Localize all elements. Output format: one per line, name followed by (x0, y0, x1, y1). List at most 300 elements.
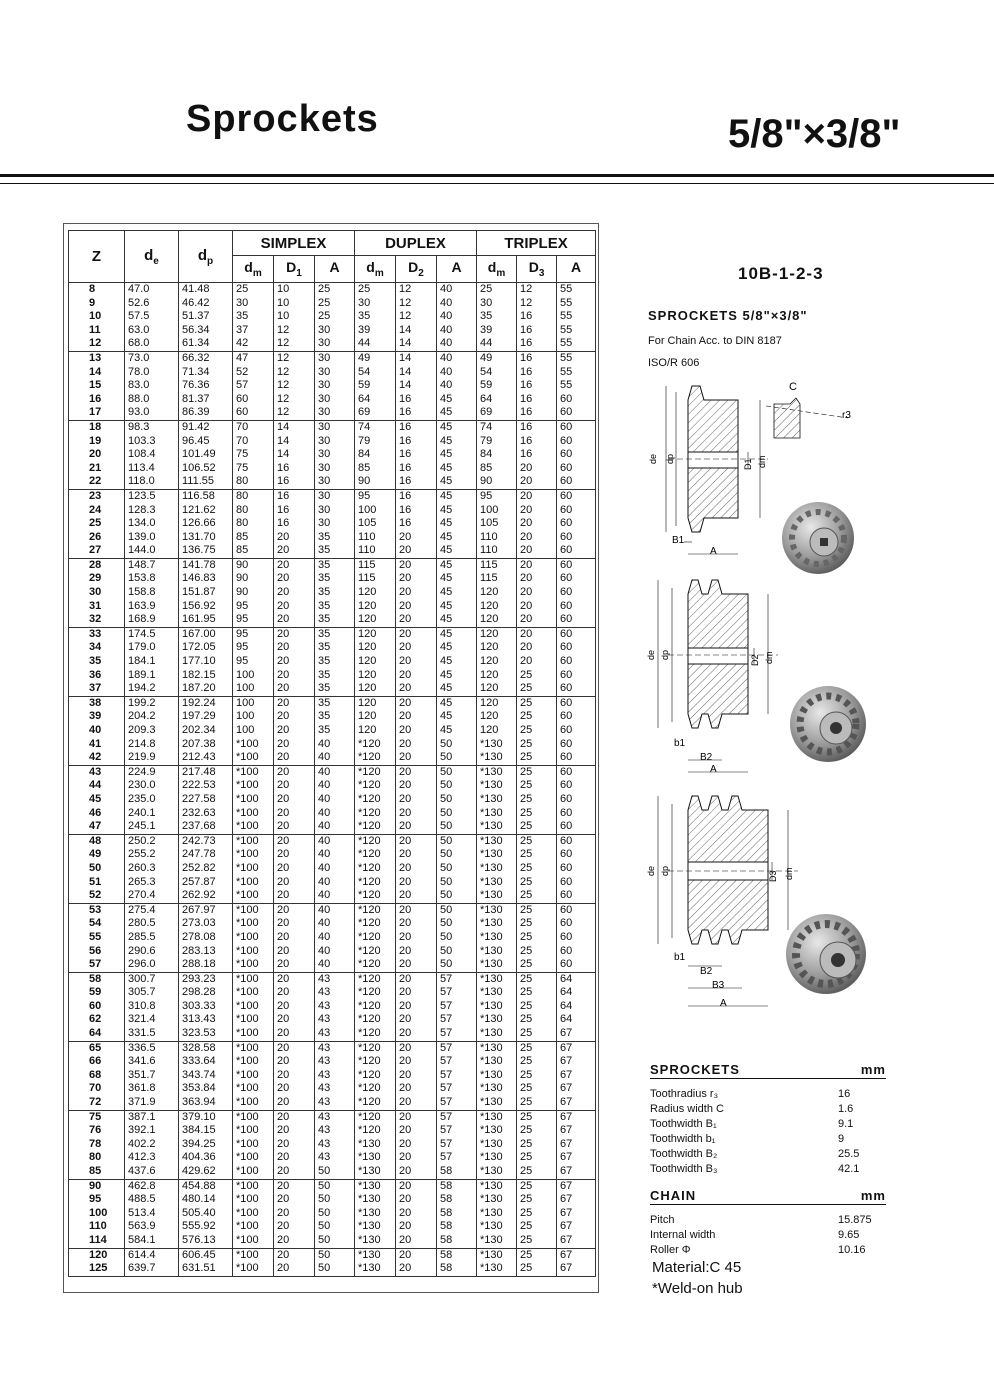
table-row (69, 1082, 596, 1096)
table-cell: 60 (557, 889, 596, 903)
table-cell: 285.5 (125, 931, 179, 945)
table-cell: 40 (315, 807, 355, 821)
chain-specs (650, 1188, 886, 1258)
table-cell: 25 (517, 696, 557, 710)
label-b1: B1 (672, 535, 685, 546)
table-cell: 12 (69, 337, 125, 351)
table-cell: 14 (396, 379, 437, 393)
table-cell: 36 (69, 669, 125, 683)
table-cell: 25 (517, 1055, 557, 1069)
table-cell: 57 (69, 958, 125, 972)
table-cell: 60 (233, 406, 274, 420)
table-cell: 20 (396, 613, 437, 627)
table-cell: 45 (437, 531, 477, 545)
table-cell: 10 (274, 283, 315, 297)
table-cell: 85 (233, 544, 274, 558)
spec-row: Toothwidth B₃ 42.1 (650, 1163, 860, 1175)
table-cell: 35 (315, 655, 355, 669)
table-cell: 98.3 (125, 420, 179, 434)
table-cell: 67 (557, 1262, 596, 1276)
table-cell: *100 (233, 986, 274, 1000)
table-row (69, 406, 596, 420)
table-cell: 25 (517, 903, 557, 917)
table-cell: 20 (274, 1179, 315, 1193)
table-cell: 37 (69, 682, 125, 696)
table-cell: *100 (233, 1207, 274, 1221)
table-cell: 62 (69, 1013, 125, 1027)
table-cell: *120 (355, 834, 396, 848)
table-cell: 30 (315, 448, 355, 462)
table-cell: 20 (396, 751, 437, 765)
table-cell: 341.6 (125, 1055, 179, 1069)
table-cell: 20 (396, 1027, 437, 1041)
table-cell: 16 (517, 366, 557, 380)
table-cell: *100 (233, 834, 274, 848)
table-cell: 60 (557, 586, 596, 600)
table-cell: 212.43 (179, 751, 233, 765)
table-cell: 70 (233, 420, 274, 434)
table-cell: 30 (315, 337, 355, 351)
table-cell: 57 (437, 1041, 477, 1055)
table-cell: 20 (396, 586, 437, 600)
table-cell: 67 (557, 1220, 596, 1234)
table-cell: 20 (274, 558, 315, 572)
table-cell: 16 (274, 489, 315, 503)
table-cell: 108.4 (125, 448, 179, 462)
table-cell: 25 (517, 738, 557, 752)
table-cell: 16 (274, 462, 315, 476)
table-cell: 20 (274, 931, 315, 945)
table-cell: 120 (477, 696, 517, 710)
table-cell: *130 (477, 751, 517, 765)
table-cell: 25 (517, 669, 557, 683)
table-cell: 45 (437, 724, 477, 738)
table-cell: 336.5 (125, 1041, 179, 1055)
table-cell: 257.87 (179, 876, 233, 890)
table-cell: 69 (355, 406, 396, 420)
table-cell: 20 (274, 820, 315, 834)
table-cell: 57 (437, 1013, 477, 1027)
table-cell: 76 (69, 1124, 125, 1138)
table-cell: 100 (69, 1207, 125, 1221)
table-cell: 351.7 (125, 1069, 179, 1083)
table-cell: *120 (355, 738, 396, 752)
table-cell: 207.38 (179, 738, 233, 752)
table-cell: 20 (274, 1096, 315, 1110)
table-row (69, 572, 596, 586)
table-cell: 631.51 (179, 1262, 233, 1276)
table-cell: *130 (477, 765, 517, 779)
table-cell: 20 (396, 889, 437, 903)
table-cell: 20 (274, 641, 315, 655)
table-cell: 40 (437, 324, 477, 338)
table-cell: 323.53 (179, 1027, 233, 1041)
table-row (69, 462, 596, 476)
table-cell: 14 (274, 420, 315, 434)
table-cell: 30 (315, 379, 355, 393)
table-row (69, 1179, 596, 1193)
table-cell: 29 (69, 572, 125, 586)
table-cell: *130 (477, 1124, 517, 1138)
table-cell: 25 (517, 1220, 557, 1234)
table-cell: 30 (315, 420, 355, 434)
table-cell: 67 (557, 1248, 596, 1262)
table-cell: 35 (315, 600, 355, 614)
table-cell: *100 (233, 945, 274, 959)
table-cell: 68.0 (125, 337, 179, 351)
table-cell: 20 (396, 655, 437, 669)
page-title: Sprockets (186, 98, 379, 140)
table-cell: *120 (355, 820, 396, 834)
table-cell: 67 (557, 1165, 596, 1179)
table-cell: 43 (315, 1124, 355, 1138)
table-cell: 20 (517, 475, 557, 489)
table-cell: 184.1 (125, 655, 179, 669)
table-cell: 20 (396, 1207, 437, 1221)
table-cell: *130 (355, 1220, 396, 1234)
table-cell: 80 (233, 517, 274, 531)
table-cell: 20 (274, 765, 315, 779)
table-cell: 50 (69, 862, 125, 876)
table-cell: 25 (517, 1041, 557, 1055)
table-cell: 115 (477, 572, 517, 586)
table-cell: 59 (477, 379, 517, 393)
table-cell: 25 (517, 807, 557, 821)
table-cell: 118.0 (125, 475, 179, 489)
table-cell: *120 (355, 1041, 396, 1055)
table-cell: 40 (315, 958, 355, 972)
table-cell: 100 (233, 682, 274, 696)
table-row (69, 724, 596, 738)
table-cell: 20 (274, 751, 315, 765)
table-cell: *130 (477, 834, 517, 848)
table-cell: 85 (477, 462, 517, 476)
table-cell: 57.5 (125, 310, 179, 324)
table-cell: 15 (69, 379, 125, 393)
table-cell: 14 (396, 351, 437, 365)
table-cell: 60 (557, 903, 596, 917)
table-cell: 192.24 (179, 696, 233, 710)
table-cell: 167.00 (179, 627, 233, 641)
table-row (69, 710, 596, 724)
table-cell: 394.25 (179, 1138, 233, 1152)
table-cell: 20 (396, 641, 437, 655)
table-cell: 480.14 (179, 1193, 233, 1207)
table-cell: 30 (315, 504, 355, 518)
spec-row: Toothwidth b₁ 9 (650, 1133, 845, 1145)
table-cell: *120 (355, 1055, 396, 1069)
chain-specs-header: CHAIN mm (650, 1188, 886, 1203)
table-cell: 131.70 (179, 531, 233, 545)
table-cell: 14 (396, 366, 437, 380)
subheader-cell: $d_m$ (355, 256, 396, 283)
table-cell: 105 (355, 517, 396, 531)
table-cell: 20 (396, 558, 437, 572)
table-cell: 20 (274, 544, 315, 558)
table-cell: *100 (233, 1151, 274, 1165)
sprocket-specs-header: SPROCKETS mm (650, 1062, 886, 1077)
table-row (69, 738, 596, 752)
table-cell: 95 (233, 600, 274, 614)
table-cell: 50 (437, 917, 477, 931)
subheader-cell: A (437, 256, 477, 283)
table-cell: 95 (233, 613, 274, 627)
table-cell: 16 (517, 337, 557, 351)
table-cell: 57 (437, 1027, 477, 1041)
triplex-drawing (648, 790, 878, 1020)
table-row (69, 1041, 596, 1055)
table-cell: 151.87 (179, 586, 233, 600)
table-cell: 84 (355, 448, 396, 462)
table-cell: 52 (69, 889, 125, 903)
table-cell: 260.3 (125, 862, 179, 876)
table-cell: *130 (477, 1041, 517, 1055)
table-cell: *100 (233, 1220, 274, 1234)
table-cell: 16 (396, 393, 437, 407)
table-cell: 25 (517, 1207, 557, 1221)
sprocket-table (68, 230, 596, 1277)
table-row (69, 435, 596, 449)
table-cell: 100 (233, 696, 274, 710)
table-cell: 158.8 (125, 586, 179, 600)
table-row (69, 807, 596, 821)
standard-line-2: ISO/R 606 (648, 357, 700, 369)
table-cell: 67 (557, 1082, 596, 1096)
table-row (69, 613, 596, 627)
table-cell: 50 (315, 1165, 355, 1179)
table-row (69, 351, 596, 365)
table-cell: 90 (477, 475, 517, 489)
table-cell: 50 (315, 1248, 355, 1262)
table-cell: 50 (437, 793, 477, 807)
table-cell: 321.4 (125, 1013, 179, 1027)
table-cell: 20 (396, 931, 437, 945)
table-cell: 563.9 (125, 1220, 179, 1234)
table-cell: 60 (557, 572, 596, 586)
table-cell: 156.92 (179, 600, 233, 614)
table-cell: 40 (315, 862, 355, 876)
table-cell: 20 (274, 793, 315, 807)
table-cell: 209.3 (125, 724, 179, 738)
table-row (69, 544, 596, 558)
table-cell: *100 (233, 1096, 274, 1110)
table-cell: *130 (477, 986, 517, 1000)
table-cell: 278.08 (179, 931, 233, 945)
table-cell: *120 (355, 862, 396, 876)
table-cell: 25 (517, 1027, 557, 1041)
table-cell: 21 (69, 462, 125, 476)
table-cell: *130 (477, 1207, 517, 1221)
table-cell: *130 (477, 889, 517, 903)
table-cell: 255.2 (125, 848, 179, 862)
table-cell: 51 (69, 876, 125, 890)
table-row (69, 393, 596, 407)
table-cell: 25 (69, 517, 125, 531)
table-row (69, 931, 596, 945)
table-cell: 174.5 (125, 627, 179, 641)
table-row (69, 669, 596, 683)
table-cell: *120 (355, 793, 396, 807)
table-row (69, 1124, 596, 1138)
table-cell: 25 (517, 876, 557, 890)
table-cell: 120 (355, 600, 396, 614)
table-cell: *100 (233, 765, 274, 779)
table-cell: 60 (557, 558, 596, 572)
table-cell: 43 (315, 986, 355, 1000)
table-cell: 90 (233, 586, 274, 600)
table-cell: *120 (355, 972, 396, 986)
table-cell: 16 (517, 310, 557, 324)
table-cell: 79 (355, 435, 396, 449)
table-row (69, 834, 596, 848)
table-cell: 9 (69, 297, 125, 311)
table-cell: *100 (233, 1262, 274, 1276)
table-cell: 80 (233, 489, 274, 503)
table-cell: 43 (69, 765, 125, 779)
table-cell: 50 (437, 931, 477, 945)
table-cell: 58 (437, 1207, 477, 1221)
table-cell: 54 (355, 366, 396, 380)
table-cell: *100 (233, 917, 274, 931)
table-cell: 110 (355, 531, 396, 545)
table-cell: 12 (274, 324, 315, 338)
table-cell: 25 (315, 283, 355, 297)
table-cell: 20 (274, 958, 315, 972)
table-cell: 60 (557, 627, 596, 641)
table-cell: *130 (477, 738, 517, 752)
table-cell: 20 (396, 765, 437, 779)
table-cell: *120 (355, 903, 396, 917)
table-row (69, 379, 596, 393)
sprocket-specs (650, 1062, 886, 1177)
label-b3: B3 (712, 980, 725, 991)
table-cell: 614.4 (125, 1248, 179, 1262)
table-cell: 61.34 (179, 337, 233, 351)
table-cell: 31 (69, 600, 125, 614)
table-cell: 35 (315, 682, 355, 696)
table-cell: 55 (557, 283, 596, 297)
table-cell: 194.2 (125, 682, 179, 696)
table-cell: 126.66 (179, 517, 233, 531)
table-cell: 116.58 (179, 489, 233, 503)
table-cell: 74 (355, 420, 396, 434)
label-de: de (648, 453, 658, 464)
table-cell: 60 (557, 862, 596, 876)
table-cell: 64 (355, 393, 396, 407)
table-cell: 20 (517, 558, 557, 572)
table-cell: 40 (437, 337, 477, 351)
table-cell: 45 (437, 627, 477, 641)
table-cell: 404.36 (179, 1151, 233, 1165)
table-cell: 57 (437, 972, 477, 986)
table-row (69, 448, 596, 462)
table-cell: 214.8 (125, 738, 179, 752)
table-cell: 110 (477, 544, 517, 558)
table-cell: 353.84 (179, 1082, 233, 1096)
standard-line-1: For Chain Acc. to DIN 8187 (648, 335, 782, 347)
table-cell: 136.75 (179, 544, 233, 558)
table-row (69, 310, 596, 324)
table-cell: 45 (437, 435, 477, 449)
table-cell: 50 (437, 820, 477, 834)
table-cell: 114 (69, 1234, 125, 1248)
table-cell: 91.42 (179, 420, 233, 434)
table-cell: 60 (557, 682, 596, 696)
table-cell: *100 (233, 1234, 274, 1248)
table-cell: 331.5 (125, 1027, 179, 1041)
table-cell: *120 (355, 807, 396, 821)
table-cell: 20 (396, 1248, 437, 1262)
table-cell: *130 (477, 820, 517, 834)
table-cell: *100 (233, 738, 274, 752)
table-cell: *120 (355, 1082, 396, 1096)
table-cell: 63.0 (125, 324, 179, 338)
table-row (69, 1262, 596, 1276)
table-cell: 20 (274, 945, 315, 959)
table-cell: *130 (477, 1220, 517, 1234)
table-row (69, 779, 596, 793)
table-cell: 187.20 (179, 682, 233, 696)
table-cell: 44 (355, 337, 396, 351)
table-cell: 20 (396, 1138, 437, 1152)
table-cell: 70 (69, 1082, 125, 1096)
table-cell: 16 (517, 393, 557, 407)
table-cell: 25 (517, 1096, 557, 1110)
table-cell: 39 (69, 710, 125, 724)
table-cell: 41 (69, 738, 125, 752)
table-cell: 303.33 (179, 1000, 233, 1014)
table-cell: 25 (517, 889, 557, 903)
table-cell: 45 (437, 613, 477, 627)
table-cell: 177.10 (179, 655, 233, 669)
table-cell: 113.4 (125, 462, 179, 476)
table-cell: 40 (437, 283, 477, 297)
table-cell: 12 (274, 351, 315, 365)
table-cell: 120 (355, 613, 396, 627)
table-cell: *130 (477, 848, 517, 862)
table-cell: 28 (69, 558, 125, 572)
table-cell: 20 (517, 586, 557, 600)
table-cell: *100 (233, 1041, 274, 1055)
table-cell: 60 (557, 393, 596, 407)
table-cell: 60 (233, 393, 274, 407)
table-cell: 25 (517, 751, 557, 765)
table-cell: 30 (477, 297, 517, 311)
table-cell: *100 (233, 1013, 274, 1027)
label-d3: D3 (768, 870, 778, 882)
table-cell: 52.6 (125, 297, 179, 311)
table-cell: 40 (315, 820, 355, 834)
table-cell: 12 (396, 283, 437, 297)
table-cell: 20 (396, 917, 437, 931)
table-cell: 57 (233, 379, 274, 393)
table-cell: 555.92 (179, 1220, 233, 1234)
table-cell: 148.7 (125, 558, 179, 572)
table-cell: 219.9 (125, 751, 179, 765)
table-cell: 120 (477, 710, 517, 724)
table-cell: 45 (437, 517, 477, 531)
spec-row: Toothwidth B₁ 9.1 (650, 1118, 854, 1130)
table-cell: 300.7 (125, 972, 179, 986)
table-cell: 58 (437, 1262, 477, 1276)
table-cell: 50 (437, 945, 477, 959)
label-b2: B2 (700, 752, 713, 763)
table-cell: 58 (437, 1220, 477, 1234)
table-cell: 40 (315, 931, 355, 945)
table-cell: 20 (396, 1124, 437, 1138)
table-cell: 25 (517, 682, 557, 696)
table-cell: 123.5 (125, 489, 179, 503)
